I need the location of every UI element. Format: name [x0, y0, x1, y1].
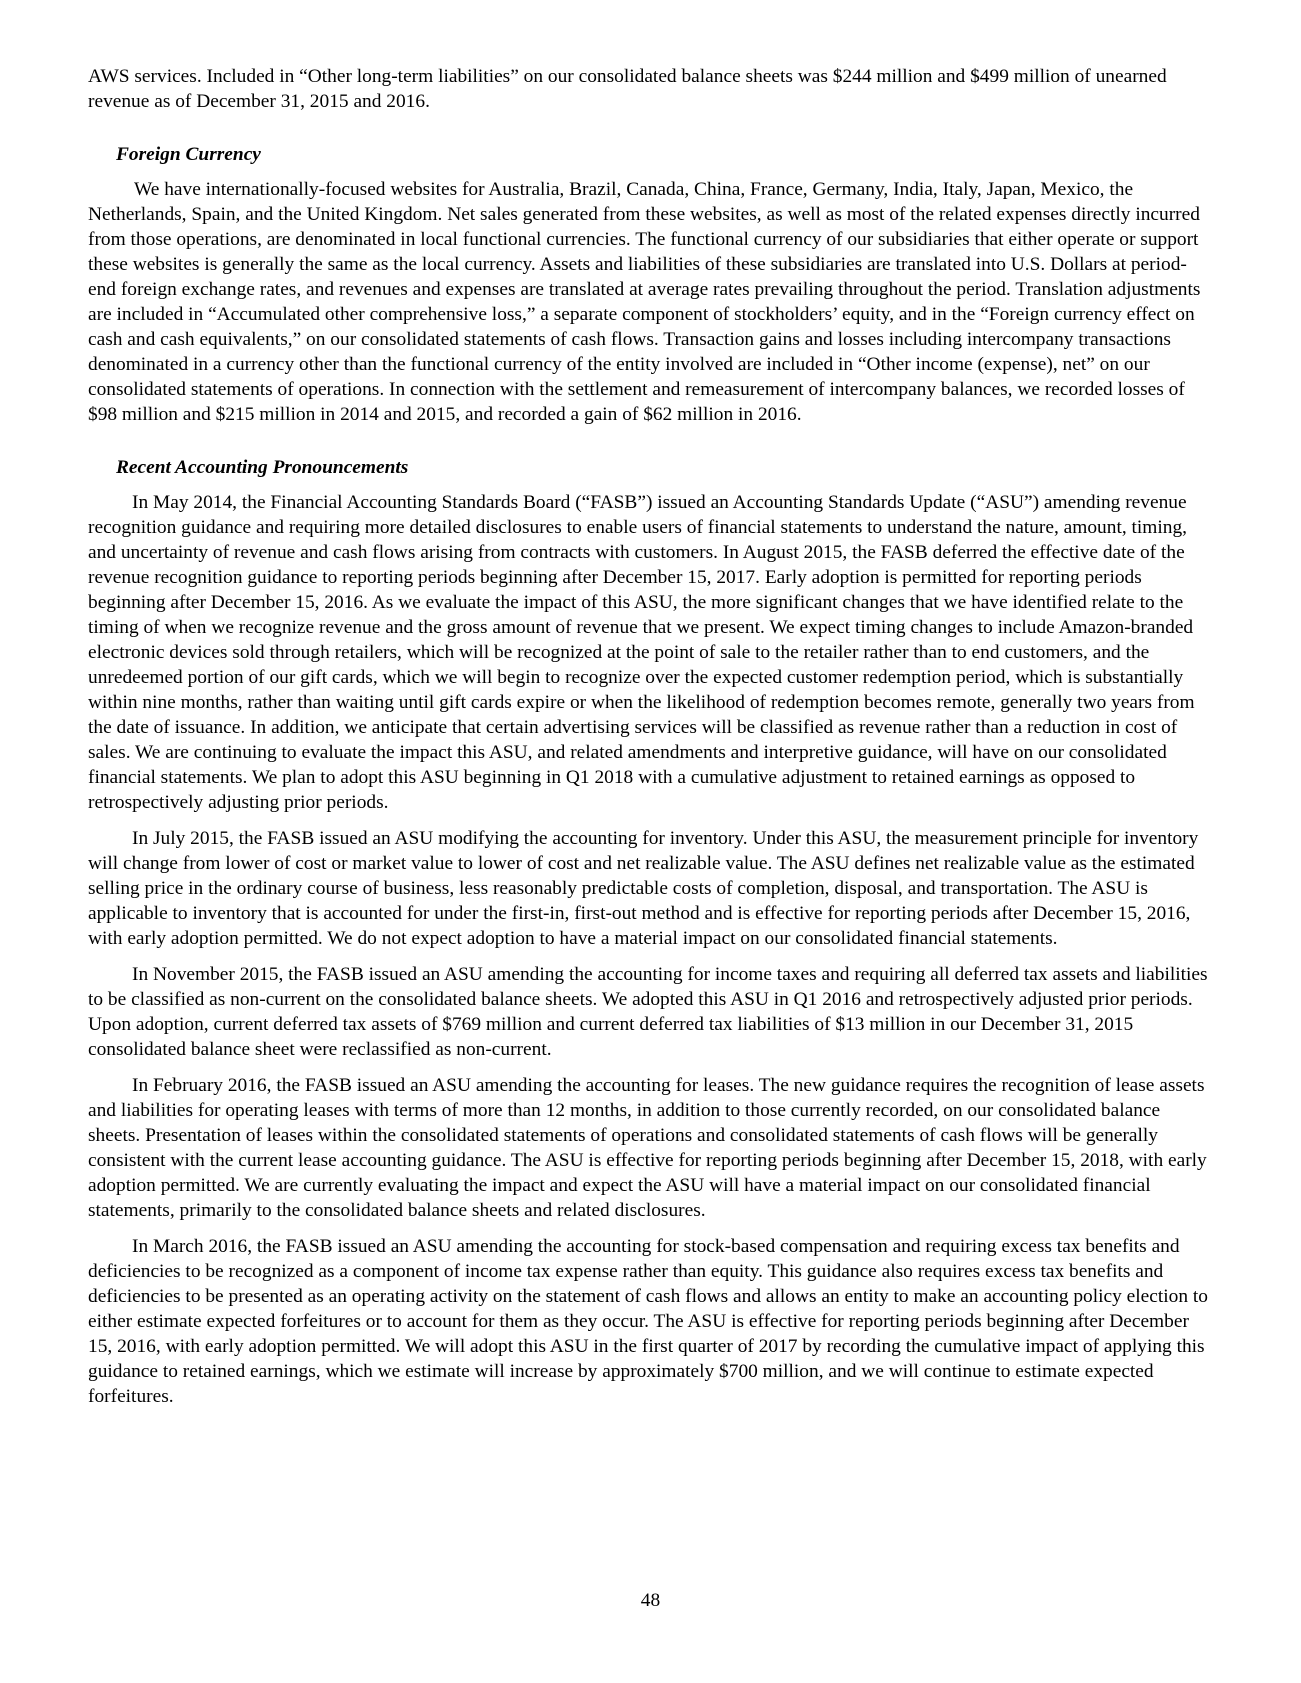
pronouncement-paragraph-income-taxes: In November 2015, the FASB issued an ASU amending the accounting for income taxes and requiring all deferred tax assets and liabilities to be classified as non-current on the consolidated balance sheets. We adopted this ASU in Q1 2016 and retrospectively adjusted prior periods. Upon adoption, current deferred tax assets of $769 million and current deferred tax liabilities of $13 million in our December 31, 2015 consolidated balance sheet were reclassified as non-current. [88, 964, 1208, 1060]
pronouncement-paragraph-revenue: In May 2014, the Financial Accounting Standards Board (“FASB”) issued an Accounting Standards Update (“ASU”) amending revenue recognition guidance and requiring more detailed disclosures to enable users of financial statements to understand the nature, amount, timing, and uncertainty of revenue and cash flows arising from contracts with customers. In August 2015, the FASB deferred the effective date of the revenue recognition guidance to reporting periods beginning after December 15, 2017. Early adoption is permitted for reporting periods beginning after December 15, 2016. As we evaluate the impact of this ASU, the more significant changes that we have identified relate to the timing of when we recognize revenue and the gross amount of revenue that we present. We expect timing changes to include Amazon-branded electronic devices sold through retailers, which will be recognized at the point of sale to the retailer rather than to end customers, and the unredeemed portion of our gift cards, which we will begin to recognize over the expected customer redemption period, which is substantially within nine months, rather than waiting until gift cards expire or when the likelihood of redemption becomes remote, generally two years from the date of issuance. In addition, we anticipate that certain advertising services will be classified as revenue rather than a reduction in cost of sales. We are continuing to evaluate the impact this ASU, and related amendments and interpretive guidance, will have on our consolidated financial statements. We plan to adopt this ASU beginning in Q1 2018 with a cumulative adjustment to retained earnings as opposed to retrospectively adjusting prior periods. [88, 492, 1195, 813]
pronouncement-paragraph-inventory: In July 2015, the FASB issued an ASU modifying the accounting for inventory. Under this ASU, the measurement principle for inventory will change from lower of cost or market value to lower of cost and net realizable value. The ASU defines net realizable value as the estimated selling price in the ordinary course of business, less reasonably predictable costs of completion, disposal, and transportation. The ASU is applicable to inventory that is accounted for under the first-in, first-out method and is effective for reporting periods after December 15, 2016, with early adoption permitted. We do not expect adoption to have a material impact on our consolidated financial statements. [88, 828, 1199, 949]
document-page [88, 64, 1210, 1409]
pronouncement-paragraph-leases: In February 2016, the FASB issued an ASU amending the accounting for leases. The new guidance requires the recognition of lease assets and liabilities for operating leases with terms of more than 12 months, in addition to those currently recorded, on our consolidated balance sheets. Presentation of leases within the consolidated statements of operations and consolidated statements of cash flows will be generally consistent with the current lease accounting guidance. The ASU is effective for reporting periods beginning after December 15, 2018, with early adoption permitted. We are currently evaluating the impact and expect the ASU will have a material impact on our consolidated financial statements, primarily to the consolidated balance sheets and related disclosures. [88, 1075, 1207, 1221]
foreign-currency-heading: Foreign Currency [116, 144, 261, 165]
recent-pronouncements-heading: Recent Accounting Pronouncements [116, 457, 409, 478]
foreign-currency-paragraph: We have internationally-focused websites for Australia, Brazil, Canada, China, France, Germany, India, Italy, Japan, Mexico, the Netherlands, Spain, and the United Kingdom. Net sales generated from these websites, as well as most of the related expenses directly incurred from those operations, are denominated in local functional currencies. The functional currency of our subsidiaries that either operate or support these websites is generally the same as the local currency. Assets and liabilities of these subsidiaries are translated into U.S. Dollars at period-end foreign exchange rates, and revenues and expenses are translated at average rates prevailing throughout the period. Translation adjustments are included in “Accumulated other comprehensive loss,” a separate component of stockholders’ equity, and in the “Foreign currency effect on cash and cash equivalents,” on our consolidated statements of cash flows. Transaction gains and losses including intercompany transactions denominated in a currency other than the functional currency of the entity involved are included in “Other income (expense), net” on our consolidated statements of operations. In connection with the settlement and remeasurement of intercompany balances, we recorded losses of $98 million and $215 million in 2014 and 2015, and recorded a gain of $62 million in 2016. [88, 179, 1201, 425]
pronouncement-paragraph-stock-compensation: In March 2016, the FASB issued an ASU amending the accounting for stock-based compensation and requiring excess tax benefits and deficiencies to be recognized as a component of income tax expense rather than equity. This guidance also requires excess tax benefits and deficiencies to be presented as an operating activity on the statement of cash flows and allows an entity to make an accounting policy election to either estimate expected forfeitures or to account for them as they occur. The ASU is effective for reporting periods beginning after December 15, 2016, with early adoption permitted. We will adopt this ASU in the first quarter of 2017 by recording the cumulative impact of applying this guidance to retained earnings, which we estimate will increase by approximately $700 million, and we will continue to estimate expected forfeitures. [88, 1236, 1208, 1407]
intro-paragraph: AWS services. Included in “Other long-term liabilities” on our consolidated balance sheets was $244 million and $499 million of unearned revenue as of December 31, 2015 and 2016. [88, 66, 1167, 112]
page-number: 48 [640, 1590, 661, 1611]
